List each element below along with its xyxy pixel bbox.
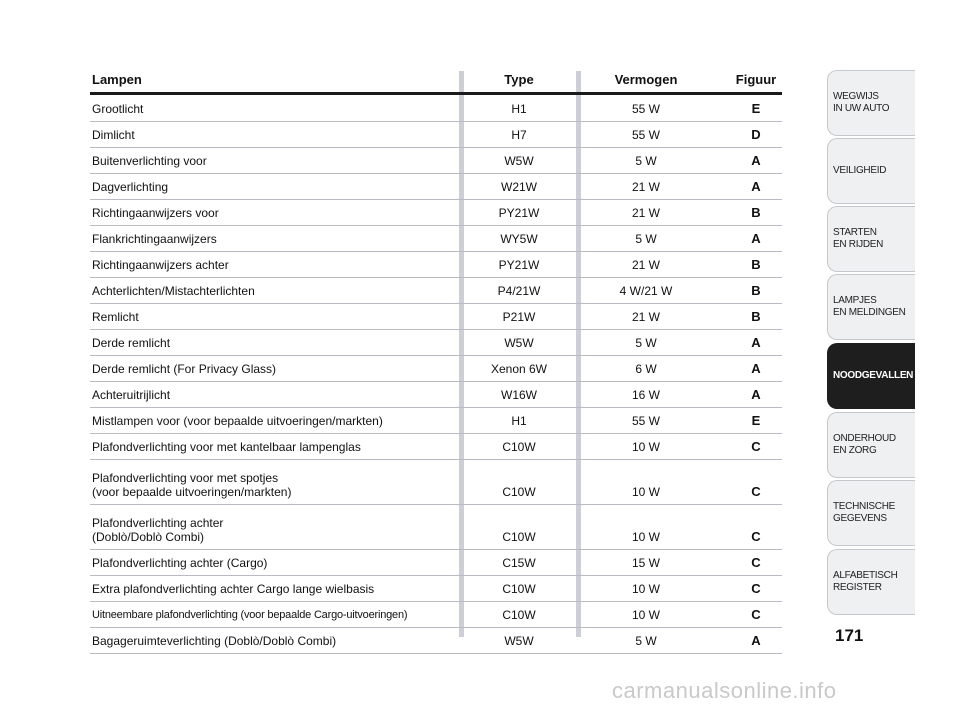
lamp-power: 5 W	[635, 232, 657, 246]
lamp-figure: B	[751, 257, 761, 272]
lamp-name: Extra plafondverlichting achter Cargo lange wielbasis	[92, 582, 375, 596]
header-vermogen: Vermogen	[614, 72, 678, 87]
page-number: 171	[835, 626, 864, 645]
lamp-name: Achteruitrijlicht	[92, 388, 171, 402]
table-row	[90, 575, 782, 602]
lamp-power: 21 W	[631, 180, 660, 194]
header-type: Type	[504, 72, 534, 87]
table-row	[90, 504, 782, 550]
table-row	[90, 459, 782, 505]
lamp-power: 5 W	[635, 154, 657, 168]
lamp-type: H1	[511, 102, 527, 116]
lamp-figure: C	[751, 581, 761, 596]
tab-label: REGISTER	[833, 582, 882, 593]
lamp-figure: A	[751, 179, 761, 194]
tab-technische[interactable]	[827, 480, 915, 546]
lamp-name: Dagverlichting	[92, 180, 169, 194]
header-figuur: Figuur	[735, 72, 777, 87]
lamp-name: Bagageruimteverlichting (Doblò/Doblò Combi)	[92, 634, 337, 648]
table-row	[90, 225, 782, 252]
tab-label: EN RIJDEN	[833, 239, 884, 250]
tab-label: ALFABETISCH	[833, 570, 898, 581]
lamp-name: Derde remlicht (For Privacy Glass)	[92, 362, 277, 376]
tab-label: IN UW AUTO	[833, 103, 890, 114]
lamp-figure: B	[751, 205, 761, 220]
lamp-power: 10 W	[631, 608, 660, 622]
table-row	[90, 381, 782, 408]
tab-label: LAMPJES	[833, 295, 877, 306]
lamp-name-line1: Plafondverlichting voor met spotjes	[92, 471, 279, 485]
tab-label: NOODGEVALLEN	[833, 370, 914, 381]
lamp-type: H1	[511, 414, 527, 428]
header-lampen: Lampen	[92, 72, 142, 87]
lamp-name	[92, 471, 291, 499]
lamp-figure: A	[751, 231, 761, 246]
table-row	[90, 549, 782, 576]
lamp-power: 21 W	[631, 258, 660, 272]
lamp-power: 55 W	[631, 128, 660, 142]
lamp-figure: C	[751, 439, 761, 454]
tab-wegwijs[interactable]	[827, 70, 915, 136]
lamp-power: 6 W	[635, 362, 657, 376]
table-row	[90, 251, 782, 278]
table-row	[90, 627, 782, 654]
lamp-name-line1: Plafondverlichting achter	[92, 516, 224, 530]
lamp-name: Derde remlicht	[92, 336, 171, 350]
lamp-power: 21 W	[631, 310, 660, 324]
tab-label: STARTEN	[833, 227, 877, 238]
tab-noodgevallen[interactable]	[827, 343, 915, 409]
lamp-type: W5W	[504, 336, 534, 350]
table-row	[90, 601, 782, 628]
lamp-name: Uitneembare plafondverlichting (voor bepaalde Cargo-uitvoeringen)	[92, 609, 408, 621]
tab-label: WEGWIJS	[833, 91, 879, 102]
lamp-power: 16 W	[631, 388, 660, 402]
lamp-name-line2: (Doblò/Doblò Combi)	[92, 530, 205, 544]
lamp-figure: B	[751, 309, 761, 324]
lamp-name: Richtingaanwijzers voor	[92, 206, 219, 220]
tab-label: EN ZORG	[833, 445, 877, 456]
lamp-type: P4/21W	[497, 284, 541, 298]
lamp-name: Grootlicht	[92, 102, 144, 116]
lamp-type: Xenon 6W	[490, 362, 548, 376]
lamp-name: Mistlampen voor (voor bepaalde uitvoeringen/markten)	[92, 414, 383, 428]
tab-veiligheid[interactable]	[827, 138, 915, 204]
lamp-figure: E	[751, 413, 761, 428]
lamp-figure: C	[751, 607, 761, 622]
lamp-name: Buitenverlichting voor	[92, 154, 207, 168]
lamp-power: 55 W	[631, 102, 660, 116]
tab-label: VEILIGHEID	[833, 165, 887, 176]
lamp-name: Plafondverlichting achter (Cargo)	[92, 556, 268, 570]
table-row	[90, 199, 782, 226]
lamp-figure: C	[751, 529, 761, 544]
lamp-figure: E	[751, 101, 761, 116]
lamp-power: 55 W	[631, 414, 660, 428]
tab-label: ONDERHOUD	[833, 433, 896, 444]
lamp-type: W5W	[504, 154, 534, 168]
table-row	[90, 173, 782, 200]
table-header	[90, 68, 782, 95]
table-row	[90, 147, 782, 174]
lamp-power: 10 W	[631, 530, 660, 544]
lamp-name: Dimlicht	[92, 128, 135, 142]
lamp-type: C10W	[502, 582, 536, 596]
table-row	[90, 95, 782, 122]
tab-label: GEGEVENS	[833, 513, 887, 524]
lamp-type: PY21W	[498, 206, 540, 220]
table-row	[90, 277, 782, 304]
lamp-type: W5W	[504, 634, 534, 648]
lamp-type: C10W	[502, 440, 536, 454]
lamp-power: 10 W	[631, 440, 660, 454]
lamp-power: 5 W	[635, 634, 657, 648]
lamp-type: W21W	[501, 180, 537, 194]
lamp-power: 15 W	[631, 556, 660, 570]
tab-label: TECHNISCHE	[833, 501, 896, 512]
lamp-type: W16W	[501, 388, 537, 402]
table-row	[90, 303, 782, 330]
lamp-power: 10 W	[631, 485, 660, 499]
lamp-figure: A	[751, 387, 761, 402]
lamp-power: 21 W	[631, 206, 660, 220]
lamp-figure: A	[751, 153, 761, 168]
lamp-figure: C	[751, 484, 761, 499]
lamp-figure: B	[751, 283, 761, 298]
lamp-type: PY21W	[498, 258, 540, 272]
lamp-type: C10W	[502, 608, 536, 622]
lamp-type: P21W	[502, 310, 536, 324]
lamp-power: 10 W	[631, 582, 660, 596]
lamp-figure: C	[751, 555, 761, 570]
table-row	[90, 407, 782, 434]
lamp-type: WY5W	[500, 232, 538, 246]
lamp-figure: A	[751, 633, 761, 648]
lamp-figure: D	[751, 127, 761, 142]
lamp-name	[92, 516, 223, 544]
watermark: carmanualsonline.info	[612, 678, 837, 703]
lamp-type: C15W	[502, 556, 536, 570]
lamp-name-line2: (voor bepaalde uitvoeringen/markten)	[92, 485, 292, 499]
tab-starten[interactable]	[827, 206, 915, 272]
table-row	[90, 329, 782, 356]
lamp-name: Remlicht	[92, 310, 139, 324]
lamp-power: 4 W/21 W	[619, 284, 673, 298]
tab-onderhoud[interactable]	[827, 412, 915, 478]
lamp-name: Plafondverlichting voor met kantelbaar lampenglas	[92, 440, 361, 454]
lamp-figure: A	[751, 361, 761, 376]
lamp-type: H7	[511, 128, 527, 142]
tab-lampjes[interactable]	[827, 274, 915, 340]
tab-label: EN MELDINGEN	[833, 307, 906, 318]
lamp-figure: A	[751, 335, 761, 350]
table-row	[90, 355, 782, 382]
lamp-name: Flankrichtingaanwijzers	[92, 232, 217, 246]
lamp-type: C10W	[502, 530, 536, 544]
table-row	[90, 121, 782, 148]
lamp-type: C10W	[502, 485, 536, 499]
lamp-power: 5 W	[635, 336, 657, 350]
tab-alfabetisch[interactable]	[827, 549, 915, 615]
lamp-name: Achterlichten/Mistachterlichten	[92, 284, 255, 298]
lamp-name: Richtingaanwijzers achter	[92, 258, 229, 272]
table-row	[90, 433, 782, 460]
